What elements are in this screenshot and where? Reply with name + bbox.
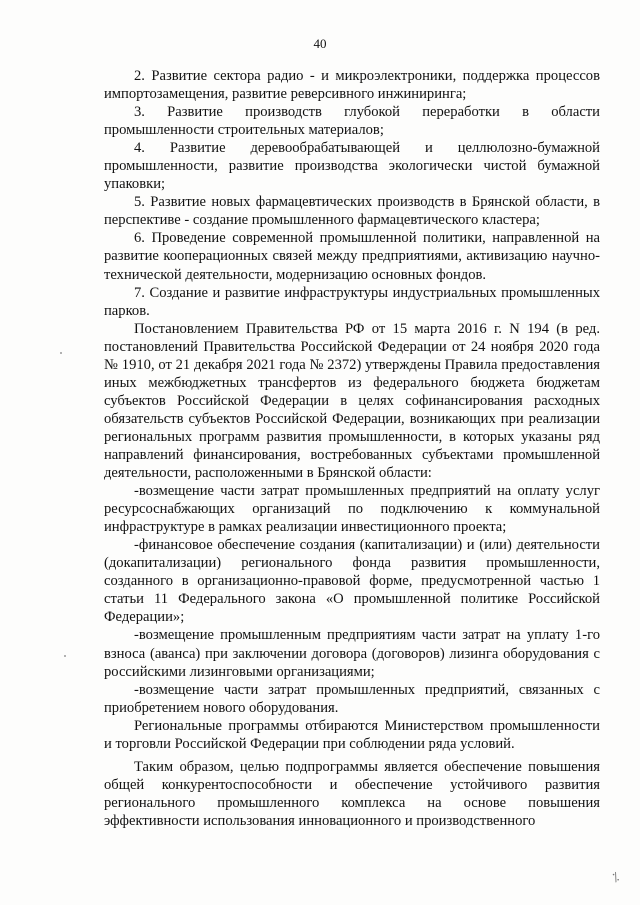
scan-speck (60, 352, 62, 354)
page-number: 40 (313, 36, 327, 51)
selection-paragraph: Региональные программы отбираются Министерством промышленности и торговли Российской Федерации при соблюдении ряда условий. (104, 717, 600, 752)
document-body (104, 67, 600, 830)
scan-speck (64, 655, 66, 657)
conclusion-paragraph: Таким образом, целью подпрограммы является обеспечение повышения общей конкурентоспособности и обеспечение устойчивого развития регионального промышленного комплекса на основе повышения эффективности использования инновационного и производственного (104, 758, 600, 829)
list-item-4: 4. Развитие деревообрабатывающей и целлюлозно-бумажной промышленности, развитие производства экологически чистой бумажной упаковки; (104, 140, 600, 193)
funding-item-equipment: -возмещение части затрат промышленных предприятий, связанных с приобретением нового оборудования. (104, 681, 600, 716)
list-item-3: 3. Развитие производств глубокой переработки в области промышленности строительных материалов; (104, 104, 600, 139)
list-item-5: 5. Развитие новых фармацевтических производств в Брянской области, в перспективе - создание промышленного фармацевтического кластера; (104, 194, 600, 229)
funding-item-regional-fund: -финансовое обеспечение создания (капитализации) и (или) деятельности (докапитализации) регионального фонда развития промышленности, созданного в организационно-правовой форме, предусмотренной частью 1 статьи 11 Федерального закона «О промышленной политике Российской Федерации»; (104, 537, 600, 626)
list-item-7: 7. Создание и развитие инфраструктуры индустриальных промышленных парков. (104, 284, 600, 319)
list-item-2: 2. Развитие сектора радио - и микроэлектроники, поддержка процессов импортозамещения, развитие реверсивного инжиниринга; (104, 68, 600, 103)
scan-mark-icon: ⁒ (610, 869, 621, 885)
funding-item-leasing: -возмещение промышленным предприятиям части затрат на уплату 1-го взноса (аванса) при заключении договора (договоров) лизинга оборудования с российскими лизинговыми организациями; (104, 627, 600, 680)
resolution-paragraph: Постановлением Правительства РФ от 15 марта 2016 г. N 194 (в ред. постановлений Правительства Российской Федерации от 24 ноября 2020 года № 1910, от 21 декабря 2021 года № 2372) утверждены Правила предоставления иных межбюджетных трансфертов из федерального бюджета бюджетам субъектов Российской Федерации в целях софинансирования расходных обязательств субъектов Российской Федерации, возникающих при реализации региональных программ развития промышленности, в которых указаны ряд направлений финансирования, востребованных субъектами промышленной деятельности, расположенными в Брянской области: (104, 320, 600, 482)
funding-item-utilities: -возмещение части затрат промышленных предприятий на оплату услуг ресурсоснабжающих организаций по подключению к коммунальной инфраструктуре в рамках реализации инвестиционного проекта; (104, 483, 600, 536)
list-item-6: 6. Проведение современной промышленной политики, направленной на развитие кооперационных связей между предприятиями, активизацию научно-технической деятельности, модернизацию основных фондов. (104, 230, 600, 283)
